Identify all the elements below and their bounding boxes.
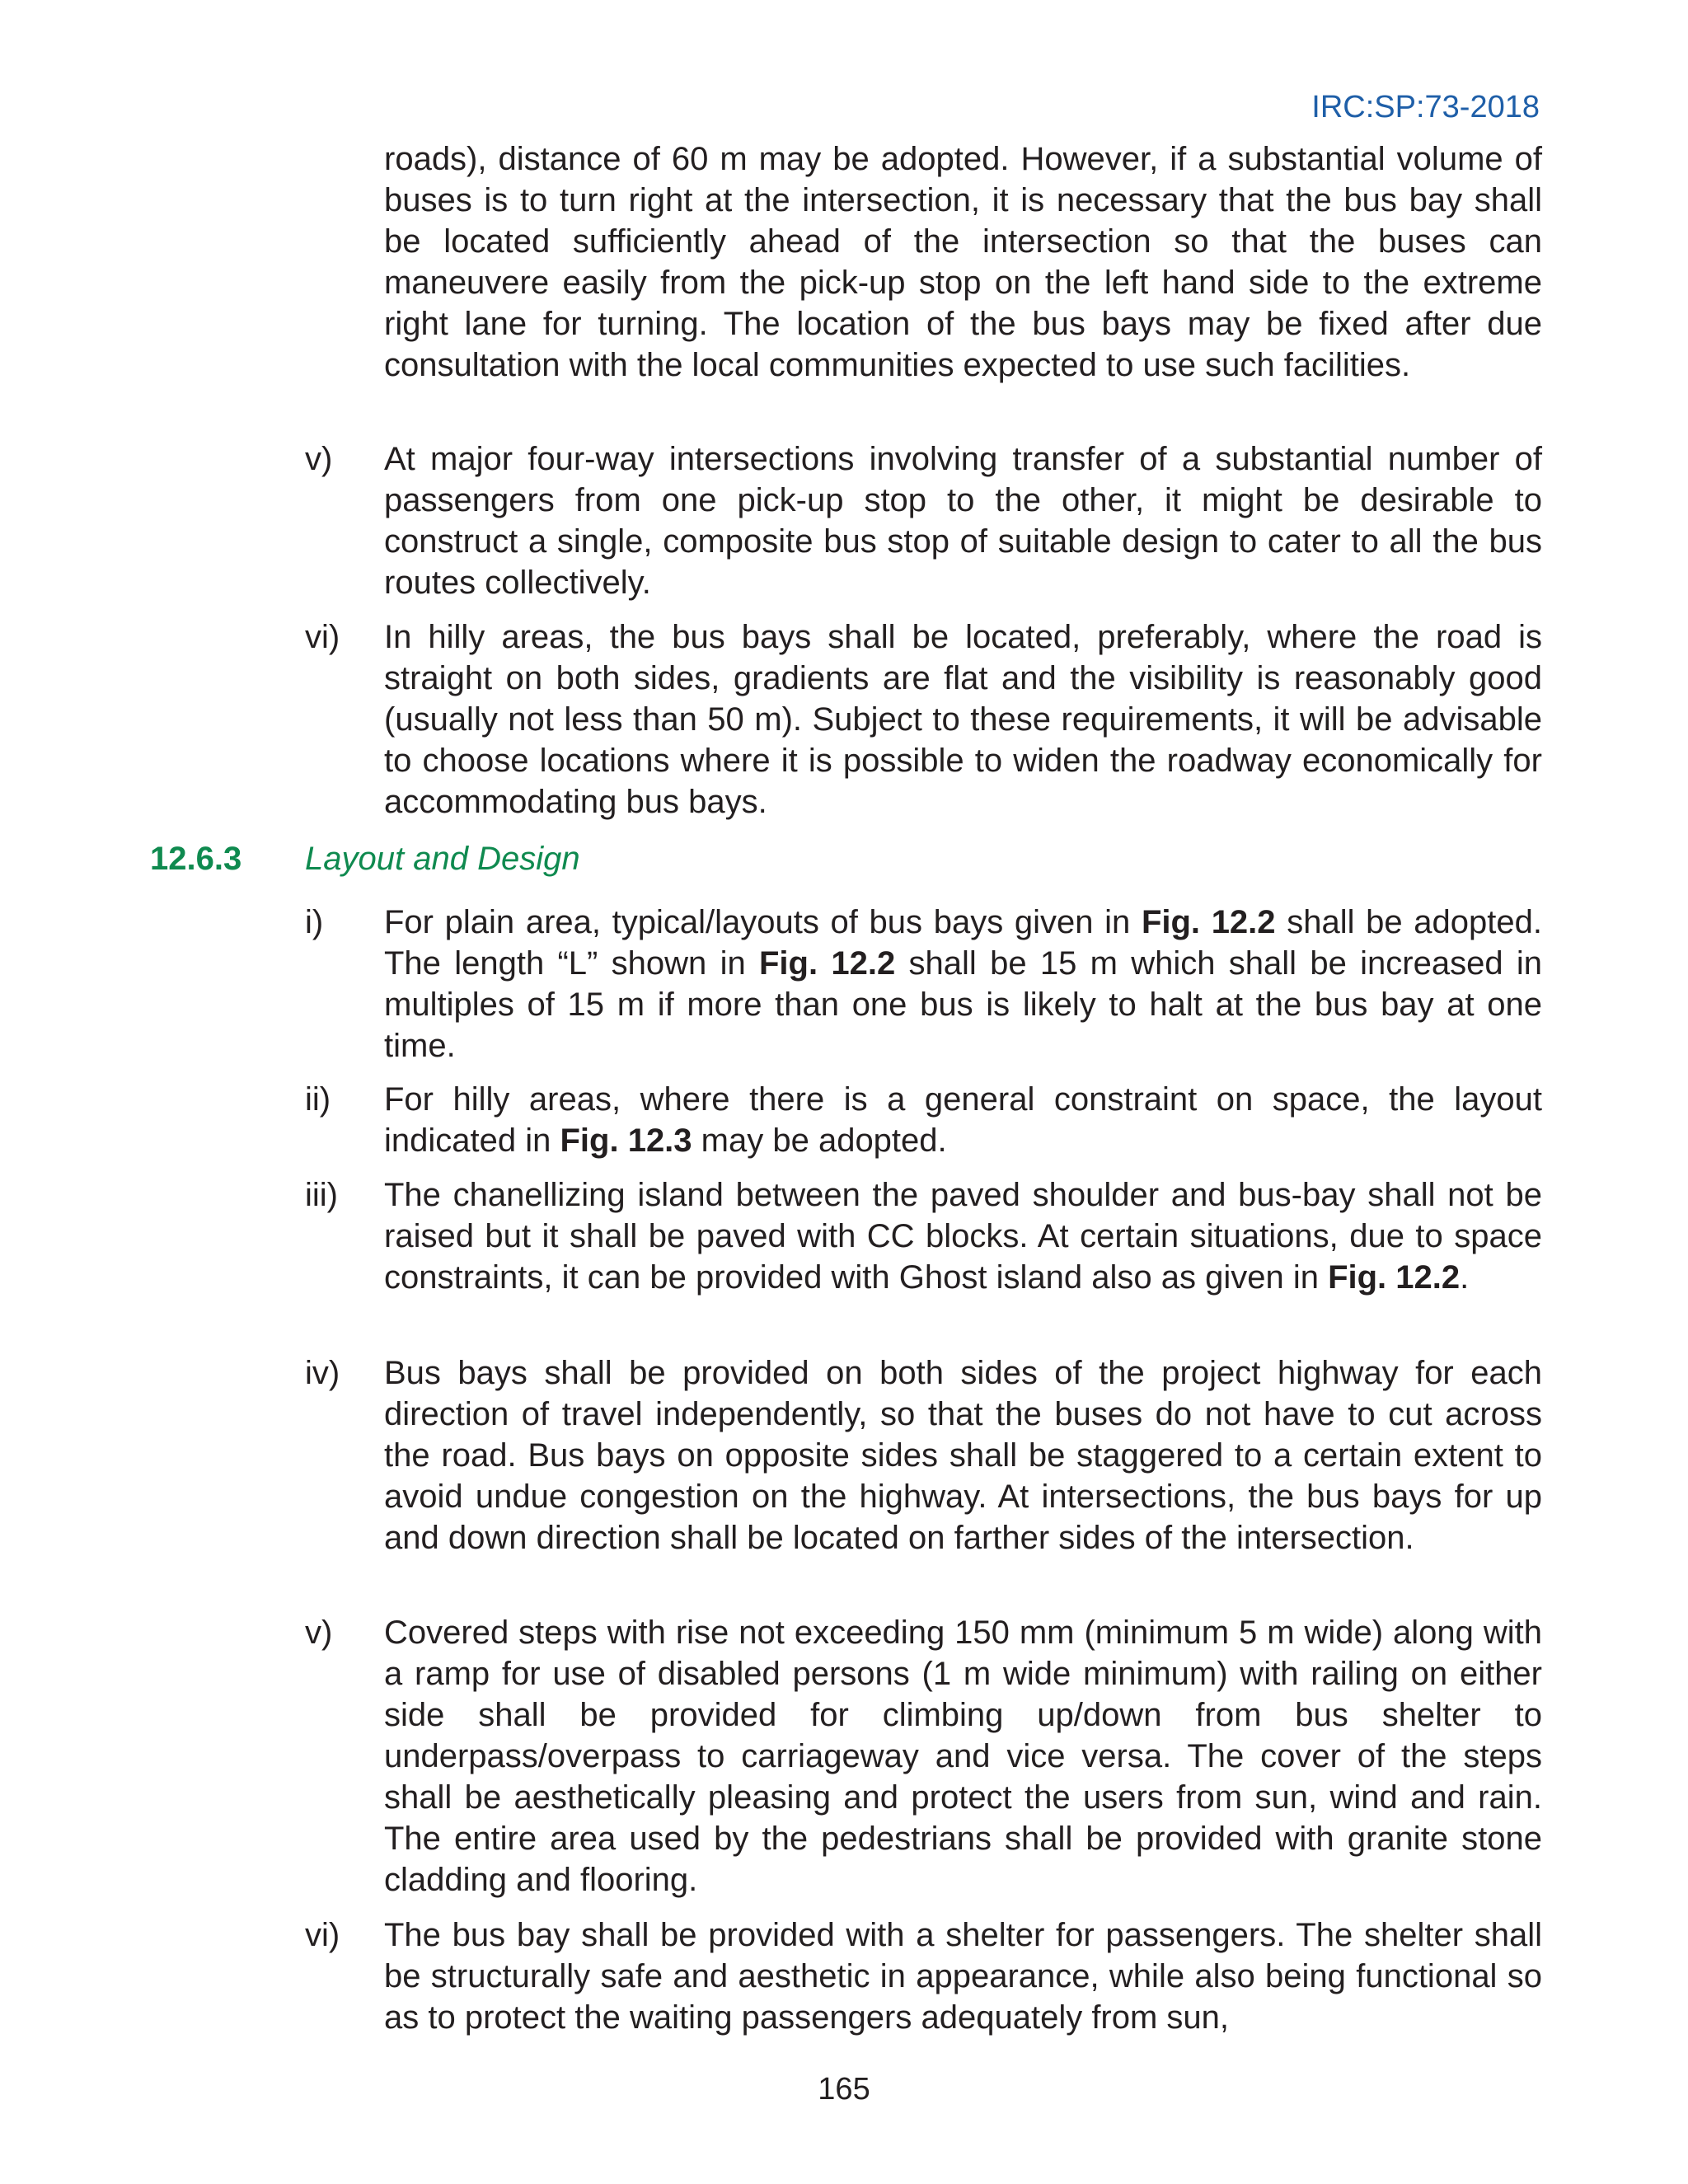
list-item-number: i) (305, 904, 324, 940)
list-item-number: v) (305, 1615, 333, 1651)
list-item-number: ii) (305, 1081, 331, 1118)
list-item-text: The chanellizing island between the paved shoulder and bus-bay shall not be raised but it shall be paved with CC blocks. At certain situations, due to space constraints, it can be provided with Ghost island also as given in Fig. 12.2. (384, 1177, 1542, 1296)
document-code: IRC:SP:73-2018 (1311, 90, 1540, 124)
list-item-number: iv) (305, 1355, 340, 1391)
list-item-number: iii) (305, 1177, 338, 1213)
figure-reference: Fig. 12.2 (1328, 1259, 1461, 1296)
page-number: 165 (818, 2072, 870, 2107)
list-item-text: At major four-way intersections involving transfer of a substantial number of passengers from one pick-up stop to the other, it might be desirable to construct a single, composite bus stop of suitable design to cater to all the bus routes collectively. (384, 441, 1542, 601)
section-number: 12.6.3 (150, 841, 242, 877)
figure-reference: Fig. 12.3 (560, 1122, 692, 1159)
list-item-number: vi) (305, 619, 340, 655)
figure-reference: Fig. 12.2 (1141, 904, 1276, 940)
list-item-number: vi) (305, 1917, 340, 1953)
figure-reference: Fig. 12.2 (759, 945, 896, 982)
list-item-text: The bus bay shall be provided with a shelter for passengers. The shelter shall be structurally safe and aesthetic in appearance, while also being functional so as to protect the waiting passengers adequately from sun, (384, 1917, 1542, 2036)
section-title: Layout and Design (305, 841, 580, 877)
list-item-text: For plain area, typical/layouts of bus bays given in Fig. 12.2 shall be adopted. The length “L” shown in Fig. 12.2 shall be 15 m which shall be increased in multiples of 15 m if more than one bus is likely to halt at the bus bay at one time. (384, 904, 1542, 1064)
list-item-text: Covered steps with rise not exceeding 150 mm (minimum 5 m wide) along with a ramp for use of disabled persons (1 m wide minimum) with railing on either side shall be provided for climbing up/down from bus shelter to underpass/overpass to carriageway and vice versa. The cover of the steps shall be aesthetically pleasing and protect the users from sun, wind and rain. The entire area used by the pedestrians shall be provided with granite stone cladding and flooring. (384, 1615, 1542, 1898)
continuation-paragraph: roads), distance of 60 m may be adopted. However, if a substantial volume of buses is to turn right at the intersection, it is necessary that the bus bay shall be located sufficiently ahead of the intersection so that the buses can maneuvere easily from the pick-up stop on the left hand side to the extreme right lane for turning. The location of the bus bays may be fixed after due consultation with the local communities expected to use such facilities. (384, 141, 1542, 383)
list-item-text: Bus bays shall be provided on both sides of the project highway for each direction of travel independently, so that the buses do not have to cut across the road. Bus bays on opposite sides shall be staggered to a certain extent to avoid undue congestion on the highway. At intersections, the bus bays for up and down direction shall be located on farther sides of the intersection. (384, 1355, 1542, 1556)
list-item-text: In hilly areas, the bus bays shall be located, preferably, where the road is straight on both sides, gradients are flat and the visibility is reasonably good (usually not less than 50 m). Subject to these requirements, it will be advisable to choose locations where it is possible to widen the roadway economically for accommodating bus bays. (384, 619, 1542, 820)
list-item-text: For hilly areas, where there is a general constraint on space, the layout indicated in Fig. 12.3 may be adopted. (384, 1081, 1542, 1159)
list-item-number: v) (305, 441, 333, 477)
